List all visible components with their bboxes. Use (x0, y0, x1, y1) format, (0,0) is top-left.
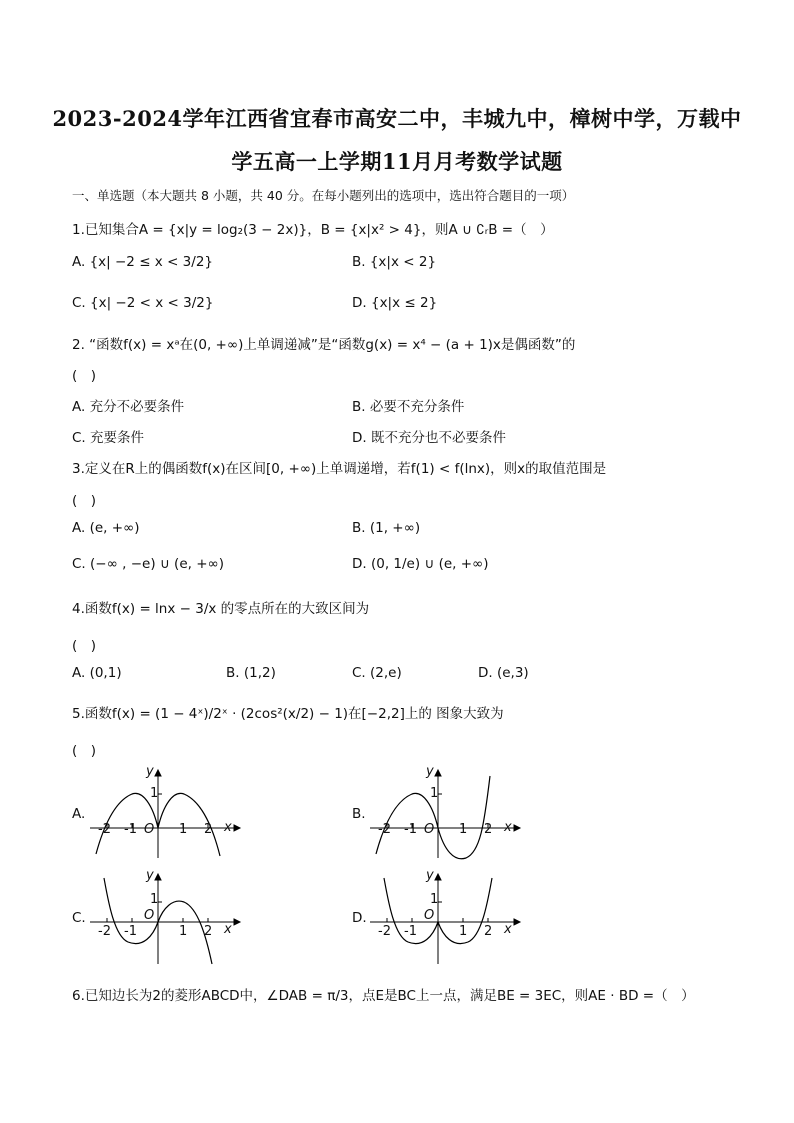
graph-a-tick-neg2: -2 (98, 822, 111, 837)
graph-c-tick-1y: 1 (150, 892, 159, 907)
q3-option-c[interactable]: C. (−∞ , −e) ∪ (e, +∞) (72, 556, 225, 572)
q4-option-a[interactable]: A. (0,1) (72, 665, 122, 681)
graph-c-tick-neg1: -1 (124, 924, 137, 939)
q1-stem: 1.已知集合A = {x|y = log₂(3 − 2x)}，B = {x|x² > 4}，则A ∪ ∁ᵣB =（ ） (72, 222, 554, 238)
q1-option-a[interactable]: A. {x| −2 ≤ x < 3/2} (72, 254, 213, 270)
q4-stem: 4.函数f(x) = lnx − 3/x 的零点所在的大致区间为 (72, 601, 370, 617)
q5-graph-a[interactable] (88, 766, 248, 860)
exam-title-line2: 学五高一上学期11月月考数学试题 (231, 149, 563, 174)
graph-b-tick-neg2: -2 (378, 822, 391, 837)
q5-stem: 5.函数f(x) = (1 − 4ˣ)/2ˣ · (2cos²(x/2) − 1)在[−2,2]上的 图象大致为 (72, 706, 504, 722)
q4-option-b[interactable]: B. (1,2) (226, 665, 276, 681)
graph-b-tick-neg1: -1 (404, 822, 417, 837)
q5-option-d[interactable]: D. (352, 910, 367, 926)
q4-option-c[interactable]: C. (2,e) (352, 665, 402, 681)
graph-c-y-label: y (146, 868, 154, 883)
q1-option-d[interactable]: D. {x|x ≤ 2} (352, 295, 438, 311)
graph-d-origin: O (424, 908, 435, 923)
graph-d-tick-neg2: -2 (378, 924, 391, 939)
q5-option-c[interactable]: C. (72, 910, 86, 926)
q2-paren: ( ) (72, 368, 97, 384)
graph-b-tick-2: 2 (484, 822, 493, 837)
q5-paren: ( ) (72, 743, 97, 759)
graph-a-tick-1x: 1 (179, 822, 188, 837)
graph-b-tick-1x: 1 (459, 822, 468, 837)
graph-d-tick-1y: 1 (430, 892, 439, 907)
q1-option-c[interactable]: C. {x| −2 < x < 3/2} (72, 295, 214, 311)
q2-option-d[interactable]: D. 既不充分也不必要条件 (352, 430, 506, 446)
graph-d-tick-1x: 1 (459, 924, 468, 939)
q1-option-b[interactable]: B. {x|x < 2} (352, 254, 437, 270)
q3-paren: ( ) (72, 493, 97, 509)
graph-a-tick-neg1: -1 (124, 822, 137, 837)
graph-c-tick-neg2: -2 (98, 924, 111, 939)
q5-option-b[interactable]: B. (352, 806, 366, 822)
q3-option-a[interactable]: A. (e, +∞) (72, 520, 140, 536)
graph-b-tick-1y: 1 (430, 786, 439, 801)
q3-option-b[interactable]: B. (1, +∞) (352, 520, 421, 536)
q2-stem: 2. “函数f(x) = xᵃ在(0, +∞)上单调递减”是“函数g(x) = x⁴ − (a + 1)x是偶函数”的 (72, 337, 576, 353)
graph-b-y-label: y (426, 764, 434, 779)
graph-d-tick-2: 2 (484, 924, 493, 939)
graph-d-axes (370, 874, 520, 964)
graph-c-tick-1x: 1 (179, 924, 188, 939)
q3-option-d[interactable]: D. (0, 1/e) ∪ (e, +∞) (352, 556, 489, 572)
q4-option-d[interactable]: D. (e,3) (478, 665, 529, 681)
graph-d-x-label: x (504, 922, 512, 937)
graph-c-x-label: x (224, 922, 232, 937)
q5-option-a[interactable]: A. (72, 806, 86, 822)
graph-a-origin: O (144, 822, 155, 837)
graph-a-x-label: x (224, 820, 232, 835)
q2-option-a[interactable]: A. 充分不必要条件 (72, 399, 185, 415)
q6-stem: 6.已知边长为2的菱形ABCD中，∠DAB = π/3，点E是BC上一点，满足BE = 3EC，则AE · BD =（ ） (72, 988, 695, 1004)
q3-stem: 3.定义在R上的偶函数f(x)在区间[0, +∞)上单调递增，若f(1) < f(lnx)，则x的取值范围是 (72, 461, 607, 477)
section-heading: 一、单选题（本大题共 8 小题，共 40 分。在每小题列出的选项中，选出符合题目的一项） (72, 188, 575, 203)
graph-c-tick-2: 2 (204, 924, 213, 939)
exam-title-line1: 2023-2024学年江西省宜春市高安二中，丰城九中，樟树中学，万载中 (52, 106, 742, 131)
q5-graph-c[interactable] (88, 870, 248, 966)
graph-d-tick-neg1: -1 (404, 924, 417, 939)
graph-c-axes (90, 874, 240, 964)
q2-option-c[interactable]: C. 充要条件 (72, 430, 145, 446)
graph-b-origin: O (424, 822, 435, 837)
graph-a-y-label: y (146, 764, 154, 779)
q5-graph-d[interactable] (368, 870, 528, 966)
q4-paren: ( ) (72, 638, 97, 654)
q2-option-b[interactable]: B. 必要不充分条件 (352, 399, 465, 415)
graph-c-origin: O (144, 908, 155, 923)
graph-a-tick-2: 2 (204, 822, 213, 837)
graph-a-tick-1y: 1 (150, 786, 159, 801)
graph-d-y-label: y (426, 868, 434, 883)
graph-b-x-label: x (504, 820, 512, 835)
q5-graph-b[interactable] (368, 766, 528, 860)
